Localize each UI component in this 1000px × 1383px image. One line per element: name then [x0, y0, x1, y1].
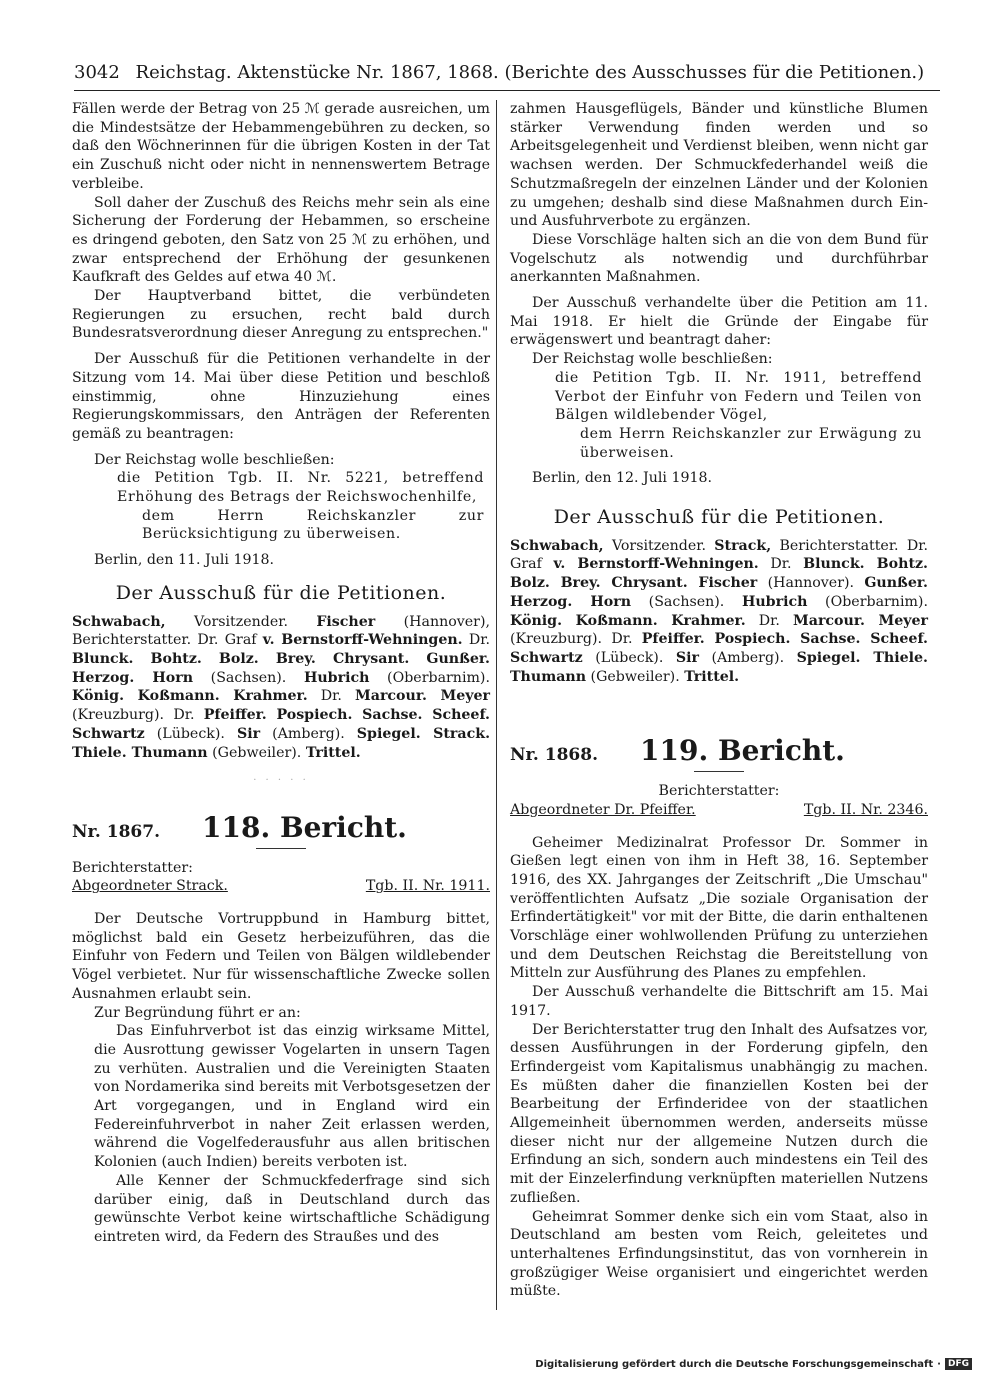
- paragraph: Soll daher der Zuschuß des Reichs mehr sein als eine Sicherung der Forderung der Hebammen, so erscheine es dringend geboten, den Satz von 25 ℳ zu erhöhen, und zwar entsprechend der Erhöhung der gesunkenen Kaufkraft des Geldes auf etwa 40 ℳ.: [72, 194, 490, 286]
- member-note: (Lübeck).: [144, 725, 237, 742]
- paragraph: Diese Vorschläge halten sich an die von dem Bund für Vogelschutz als notwendig und durchführbar anerkannten Maßnahmen.: [510, 231, 928, 286]
- member-name: Hubrich: [741, 593, 808, 610]
- rapporteur: Abgeordneter Dr. Pfeiffer.: [510, 801, 696, 818]
- report-number: Nr. 1867.: [72, 821, 161, 842]
- member-name: König. Koßmann. Krahmer.: [510, 612, 746, 629]
- member-name: Schwabach,: [72, 613, 166, 630]
- member-name: Marcour. Meyer: [355, 688, 490, 705]
- separator: · · · · ·: [253, 775, 309, 787]
- paragraph: Der Ausschuß verhandelte über die Petition am 11. Mai 1918. Er hielt die Gründe der Eingabe für erwägenswert und beantragt daher:: [510, 295, 928, 349]
- report-number: Nr. 1868.: [510, 745, 599, 766]
- divider: [256, 848, 306, 849]
- journal-number: Tgb. II. Nr. 1911.: [365, 878, 490, 895]
- committee-title: Der Ausschuß für die Petitionen.: [115, 581, 447, 604]
- member-note: (Amberg).: [260, 725, 357, 742]
- paragraph: Der Hauptverband bittet, die verbündeten Regierungen zu ersuchen, recht bald durch Bundesratsverordnung dieser Anregung zu entsprechen.": [72, 288, 490, 342]
- committee-title: Der Ausschuß für die Petitionen.: [553, 506, 885, 529]
- member-note: (Oberbarnim).: [807, 593, 928, 610]
- paragraph: Das Einfuhrverbot ist das einzig wirksame Mittel, die Ausrottung gewisser Vogelarten in unsern Tagen zu verhüten. Australien und die Vereinigten Staaten von Nordamerika sind bereits mit Verbotsgesetzen der Art vorgegangen, und in England wird ein Federeinfuhrverbot in naher Zeit erlassen werden, während die Vogelfederausfuhr aus allen britischen Kolonien (auch Indien) bereits verboten ist.: [94, 1023, 490, 1171]
- member-note: (Sachsen).: [193, 669, 304, 686]
- report-title: 119. Bericht.: [640, 734, 845, 768]
- paragraph: zahmen Hausgeflügels, Bänder und künstliche Blumen stärker Verwendung finden werden und so Arbeitsgelegenheit und Verdienst bleiben, wenn nicht gar wachsen werden. Der Schmuckfederhandel weiß die Schutzmaßregeln der einzelnen Länder und der Kolonien zu umgehen; deshalb sind diese Maßnahmen durch Ein- und Ausfuhrverbote zu ergänzen.: [510, 101, 928, 230]
- member-name: Sir: [236, 725, 261, 742]
- member-name: Spiegel. Thiele. Thumann: [510, 649, 928, 685]
- committee-members: [72, 613, 490, 763]
- member-note: (Amberg).: [698, 649, 797, 666]
- credit-text: Digitalisierung gefördert durch die Deutsche Forschungsgemeinschaft: [535, 1358, 934, 1370]
- resolution-text: dem Herrn Reichskanzler zur Erwägung zu überweisen.: [580, 425, 922, 461]
- member-note: (Gebweiler).: [586, 668, 685, 685]
- rapporteur-label: Berichterstatter:: [72, 859, 193, 876]
- paragraph: Alle Kenner der Schmuckfederfrage sind sich darüber einig, daß in Deutschland durch das gewünschte Verbot keine wirtschaftliche Schädigung eintreten wird, da Federn des Straußes und des: [94, 1172, 490, 1245]
- page-number: 3042: [74, 62, 120, 83]
- member-name: Pfeiffer. Pospiech. Sachse. Scheef. Schwartz: [72, 707, 490, 742]
- member-name: Blunck. Bohtz. Bolz. Brey. Chrysant. Fischer: [510, 556, 928, 592]
- date-line: Berlin, den 11. Juli 1918.: [94, 552, 275, 569]
- member-note: (Gebweiler).: [207, 744, 306, 761]
- member-note: Dr.: [462, 632, 490, 649]
- date-line: Berlin, den 12. Juli 1918.: [532, 470, 713, 487]
- journal-number: Tgb. II. Nr. 2346.: [803, 801, 928, 818]
- running-title: Reichstag. Aktenstücke Nr. 1867, 1868. (Berichte des Ausschusses für die Petitionen.): [135, 62, 925, 83]
- report-title: 118. Bericht.: [202, 810, 407, 844]
- member-note: (Oberbarnim).: [369, 669, 490, 686]
- paragraph: Der Berichterstatter trug den Inhalt des Aufsatzes vor, dessen Ausführungen in der Forderung gipfeln, den Erfindergeist vom Kapitalismus unabhängig zu machen. Es müßten daher die finanziellen Kosten bei der Bearbeitung der Erfinderidee von der staatlichen Allgemeinheit übernommen werden, anderseits müsse dieser nicht nur der allgemeine Nutzen durch die Erfindung an sich, sondern auch mindestens ein Teil des mit der Einzelerfindung verknüpften materiellen Nutzens zufließen.: [510, 1021, 928, 1206]
- member-note: Dr.: [745, 612, 794, 629]
- rapporteur-row: [510, 801, 928, 820]
- resolution-text: die Petition Tgb. II. Nr. 1911, betreffend Verbot der Einfuhr von Federn und Teilen von Bälgen wildlebender Vögel,: [555, 369, 922, 424]
- member-note: Dr.: [758, 556, 804, 573]
- member-note: Vorsitzender.: [603, 537, 715, 554]
- member-name: Sir: [675, 649, 699, 666]
- member-name: Marcour. Meyer: [793, 612, 928, 629]
- member-note: (Sachsen).: [631, 593, 742, 610]
- header-rule: [74, 90, 940, 91]
- member-name: Schwabach,: [510, 537, 604, 554]
- page-header: [74, 62, 940, 88]
- member-name: Pfeiffer. Pospiech. Sachse. Scheef. Schwartz: [510, 631, 928, 666]
- paragraph: Zur Begründung führt er an:: [94, 1004, 301, 1021]
- paragraph: Der Deutsche Vortruppbund in Hamburg bittet, möglichst bald ein Gesetz herbeizuführen, das die Einfuhr von Federn und Teilen von Bälgen wildlebender Vögel verbietet. Nur für wissenschaftliche Zwecke sollen Ausnahmen erlaubt sein.: [72, 911, 490, 1002]
- member-name: Fischer: [316, 613, 376, 630]
- member-note: (Kreuzburg). Dr.: [72, 707, 204, 724]
- footer-credit: Digitalisierung gefördert durch die Deutsche Forschungsgemeinschaft · DFG: [535, 1358, 972, 1370]
- right-column: [510, 100, 928, 1301]
- paragraph: Geheimer Medizinalrat Professor Dr. Sommer in Gießen legt einen von ihm in Heft 38, 16. September 1916, des XX. Jahrganges der Zeitschrift „Die Umschau" veröffentlichten Aufsatz „Die soziale Organisation der Erfindertätigkeit" vor mit der Bitte, die darin enthaltenen Vorschläge einer wohlwollenden Prüfung zu unterziehen und dem Deutschen Reichstag die Bereitstellung von Mitteln zur Ausführung des Planes zu empfehlen.: [510, 834, 928, 982]
- member-note: (Hannover).: [757, 575, 865, 592]
- member-name: Spiegel. Strack. Thiele. Thumann: [72, 725, 491, 761]
- paragraph: Der Ausschuß für die Petitionen verhandelte in der Sitzung vom 14. Mai über diese Petition und beschloß einstimmig, ohne Hinzuziehung eines Regierungskommissars, den Anträgen der Referenten gemäß zu beantragen:: [72, 351, 490, 442]
- member-name: König. Koßmann. Krahmer.: [72, 688, 308, 705]
- paragraph: Geheimrat Sommer denke sich ein vom Staat, also in Deutschland am besten vom Reich, geleitetes und unterhaltenes Erfindungsinstitut, das von vornherein in großzügiger Weise organisiert und eingerichtet werden müßte.: [510, 1208, 928, 1300]
- member-name: Hubrich: [303, 669, 370, 686]
- rapporteur-row: [72, 877, 490, 896]
- member-note: Berichterstatter. Dr. Graf: [510, 537, 928, 573]
- member-note: Dr.: [307, 688, 356, 705]
- committee-members: [510, 537, 928, 687]
- resolution-text: die Petition Tgb. II. Nr. 5221, betreffend Erhöhung des Betrags der Reichswochenhilfe,: [117, 470, 484, 506]
- dfg-logo: DFG: [945, 1358, 972, 1370]
- rapporteur: Abgeordneter Strack.: [72, 878, 228, 895]
- member-note: Vorsitzender.: [165, 613, 317, 630]
- member-name: Strack,: [714, 537, 772, 554]
- resolution-intro: Der Reichstag wolle beschließen:: [532, 351, 773, 368]
- resolution-text: dem Herrn Reichskanzler zur Berücksichtigung zu überweisen.: [142, 507, 484, 543]
- member-note: (Hannover), Berichterstatter. Dr. Graf: [72, 613, 490, 649]
- member-name: v. Bernstorff-Wehningen.: [262, 632, 463, 649]
- divider: [694, 771, 744, 772]
- member-name: Blunck. Bohtz. Bolz. Brey. Chrysant. Gunßer. Herzog. Horn: [72, 650, 490, 686]
- member-name: v. Bernstorff-Wehningen.: [553, 556, 759, 573]
- report-heading: [510, 734, 928, 768]
- member-name: Trittel.: [684, 668, 740, 685]
- member-note: (Kreuzburg). Dr.: [510, 631, 642, 648]
- resolution-intro: Der Reichstag wolle beschließen:: [94, 451, 335, 468]
- rapporteur-label: Berichterstatter:: [658, 783, 780, 800]
- member-note: (Lübeck).: [582, 649, 676, 666]
- member-name: Gunßer. Herzog. Horn: [510, 575, 928, 610]
- paragraph: Fällen werde der Betrag von 25 ℳ gerade ausreichen, um die Mindestsätze der Hebammengebühren zu decken, so daß den Wöchnerinnen für die übrigen Kosten in der Tat ein Zuschuß nicht oder nicht in nennenswertem Betrage verbleibe.: [72, 101, 490, 192]
- left-column: [72, 100, 490, 1247]
- column-divider: [496, 100, 497, 1310]
- member-name: Trittel.: [305, 744, 361, 761]
- paragraph: Der Ausschuß verhandelte die Bittschrift am 15. Mai 1917.: [510, 984, 928, 1019]
- report-heading: [72, 810, 490, 844]
